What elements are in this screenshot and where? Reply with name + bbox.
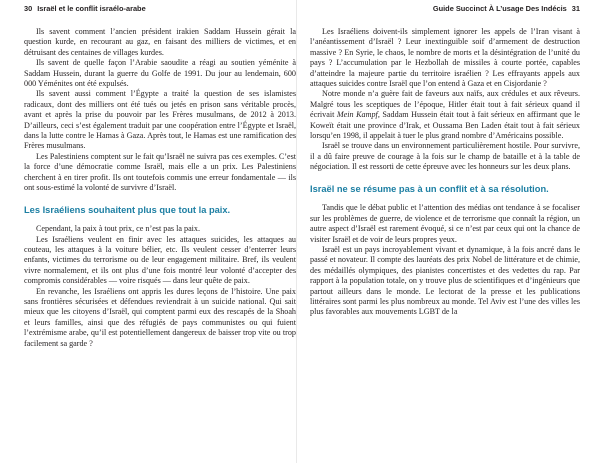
left-running-title: Israël et le conflit israélo-arabe [37, 4, 146, 13]
right-running-title: Guide Succinct À L’usage Des Indécis [432, 4, 567, 13]
right-paragraph: Tandis que le débat public et l’attention des médias ont tendance à se focaliser sur les problèmes de guerre, de violence et de terrorisme que connaît la région, un autre aspect d’Israël est rarement évoqué, si ce n’est par ceux qui ont la chance de visiter Israël et de voir de leurs propres yeux. [310, 203, 580, 244]
left-paragraph: Cependant, la paix à tout prix, ce n’est pas la paix. [36, 224, 201, 234]
left-paragraph: Les Israéliens veulent en finir avec les attaques suicides, les attaques au couteau, les attaques à la voiture bélier, etc. Ils veulent cesser d’enterrer leurs enfants, victimes du terrorisme ou de leur engagement militaire. Bref, ils veulent vivre normalement, et ils ont plus d’une fois montré leur volonté d’accepter des compromis considérables — voire risqués — dans leur quête de paix. [24, 234, 296, 286]
paragraph-text: Notre monde n’a guère fait de faveurs aux naïfs, aux crédules et aux rêveurs. Malgré tous les sceptiques de l’époque, Hitler était tout à fait sérieux quand il écrivait [310, 89, 580, 120]
right-subheading: Israël ne se résume pas à un conflit et à sa résolution. [310, 183, 549, 194]
right-paragraph: Les Israéliens doivent-ils simplement ignorer les appels de l’Iran visant à l’anéantissement d’Israël ? Leur inextinguible soif d’armement de destruction massive ? En Syrie, le chaos, le nombre de morts et la désintégration de l’unité du pays ? L’accumulation par le Hezbollah de missiles à courte portée, capables d’atteindre la majeure partie du territoire israélien ? Les effrayants appels aux attaques suicides contre Israël que l’on entend à Gaza et en Cisjordanie ? [310, 27, 580, 89]
right-page [310, 0, 580, 463]
right-paragraph: Israël est un pays incroyablement vivant et dynamique, à la fois ancré dans le passé et novateur. Il compte des lauréats des prix Nobel de littérature et de chimie, des médaillés olympiques, des pianistes concertistes et des vedettes du rap. Par rapport à la population totale, on y trouve plus de scientifiques et d’ingénieurs que partout ailleurs dans le monde. Le lectorat de la presse et les publications littéraires sont parmi les plus nombreux au monde. Tel Aviv est l’une des villes les plus favorables aux mouvements LGBT de la [310, 244, 580, 317]
book-title: Mein Kampf [336, 110, 378, 120]
right-running-head [310, 4, 580, 18]
left-paragraph: Les Palestiniens comptent sur le fait qu’Israël ne suivra pas ces exemples. C’est la force d’une démocratie comme Israël, mais elle a un prix. Les Palestiniens cherchent à en tirer profit. Ils ont toutefois commis une erreur fondamentale — ils ont sous-estimé la volonté de survivre d’Israël. [24, 151, 296, 193]
left-running-head [24, 4, 296, 18]
right-paragraph: Israël se trouve dans un environnement particulièrement hostile. Pour survivre, il a dû faire preuve de courage à la fois sur le champ de bataille et à la table de négociation. Il est ressorti de cette épreuve avec les honneurs sur les deux plans. [310, 141, 580, 172]
left-page [24, 0, 296, 463]
left-paragraph: Ils savent aussi comment l’Égypte a traité la question de ses islamistes radicaux, dont des milliers ont été tués ou jetés en prison sans véritable procès, avant et après la prise du pouvoir par les Frères musulmans, de 2012 à 2013. D’ailleurs, ceci s’est également traduit par une coopération entre l’Égypte et Israël, dans la lutte contre le Hamas à Gaza. Après tout, le Hamas est une ramification des Frères musulmans. [24, 89, 296, 151]
left-paragraph: Ils savent de quelle façon l’Arabie saoudite a réagi au soutien yéménite à Saddam Hussein, durant la guerre du Golfe de 1991. Du jour au lendemain, 600 000 Yéménites ont été expulsés. [24, 58, 296, 89]
left-subheading: Les Israéliens souhaitent plus que tout la paix. [24, 204, 231, 215]
left-page-number: 30 [24, 4, 33, 13]
left-paragraph: En revanche, les Israéliens ont appris les dures leçons de l’histoire. Une paix sans frontières sécurisées et défendues reviendrait à un suicide national. Qui sait mieux que les citoyens d’Israël, qui comptent parmi eux des rescapés de la Shoah et leurs familles, ainsi que des réfugiés de pays communistes ou qui fuient l’extrémisme arabe, qu’il est potentiellement dangereux de baisser trop vite ou trop facilement sa garde ? [24, 286, 296, 348]
right-page-number: 31 [571, 4, 580, 13]
left-paragraph: Ils savent comment l’ancien président irakien Saddam Hussein gérait la question kurde, en recourant au gaz, en faisant des milliers de victimes, et en détruisant des centaines de villages kurdes. [24, 27, 296, 57]
gutter-divider [296, 0, 297, 463]
paragraph-text: , Saddam Hussein était tout à fait sérieux en affirmant que le Koweït était une province d’Irak, et Oussama Ben Laden était tout à fait sérieux lorsqu’en 1998, il appelait à tuer le plus grand nombre d’Américains possible. [310, 110, 580, 141]
right-paragraph-with-book-title [310, 89, 580, 141]
